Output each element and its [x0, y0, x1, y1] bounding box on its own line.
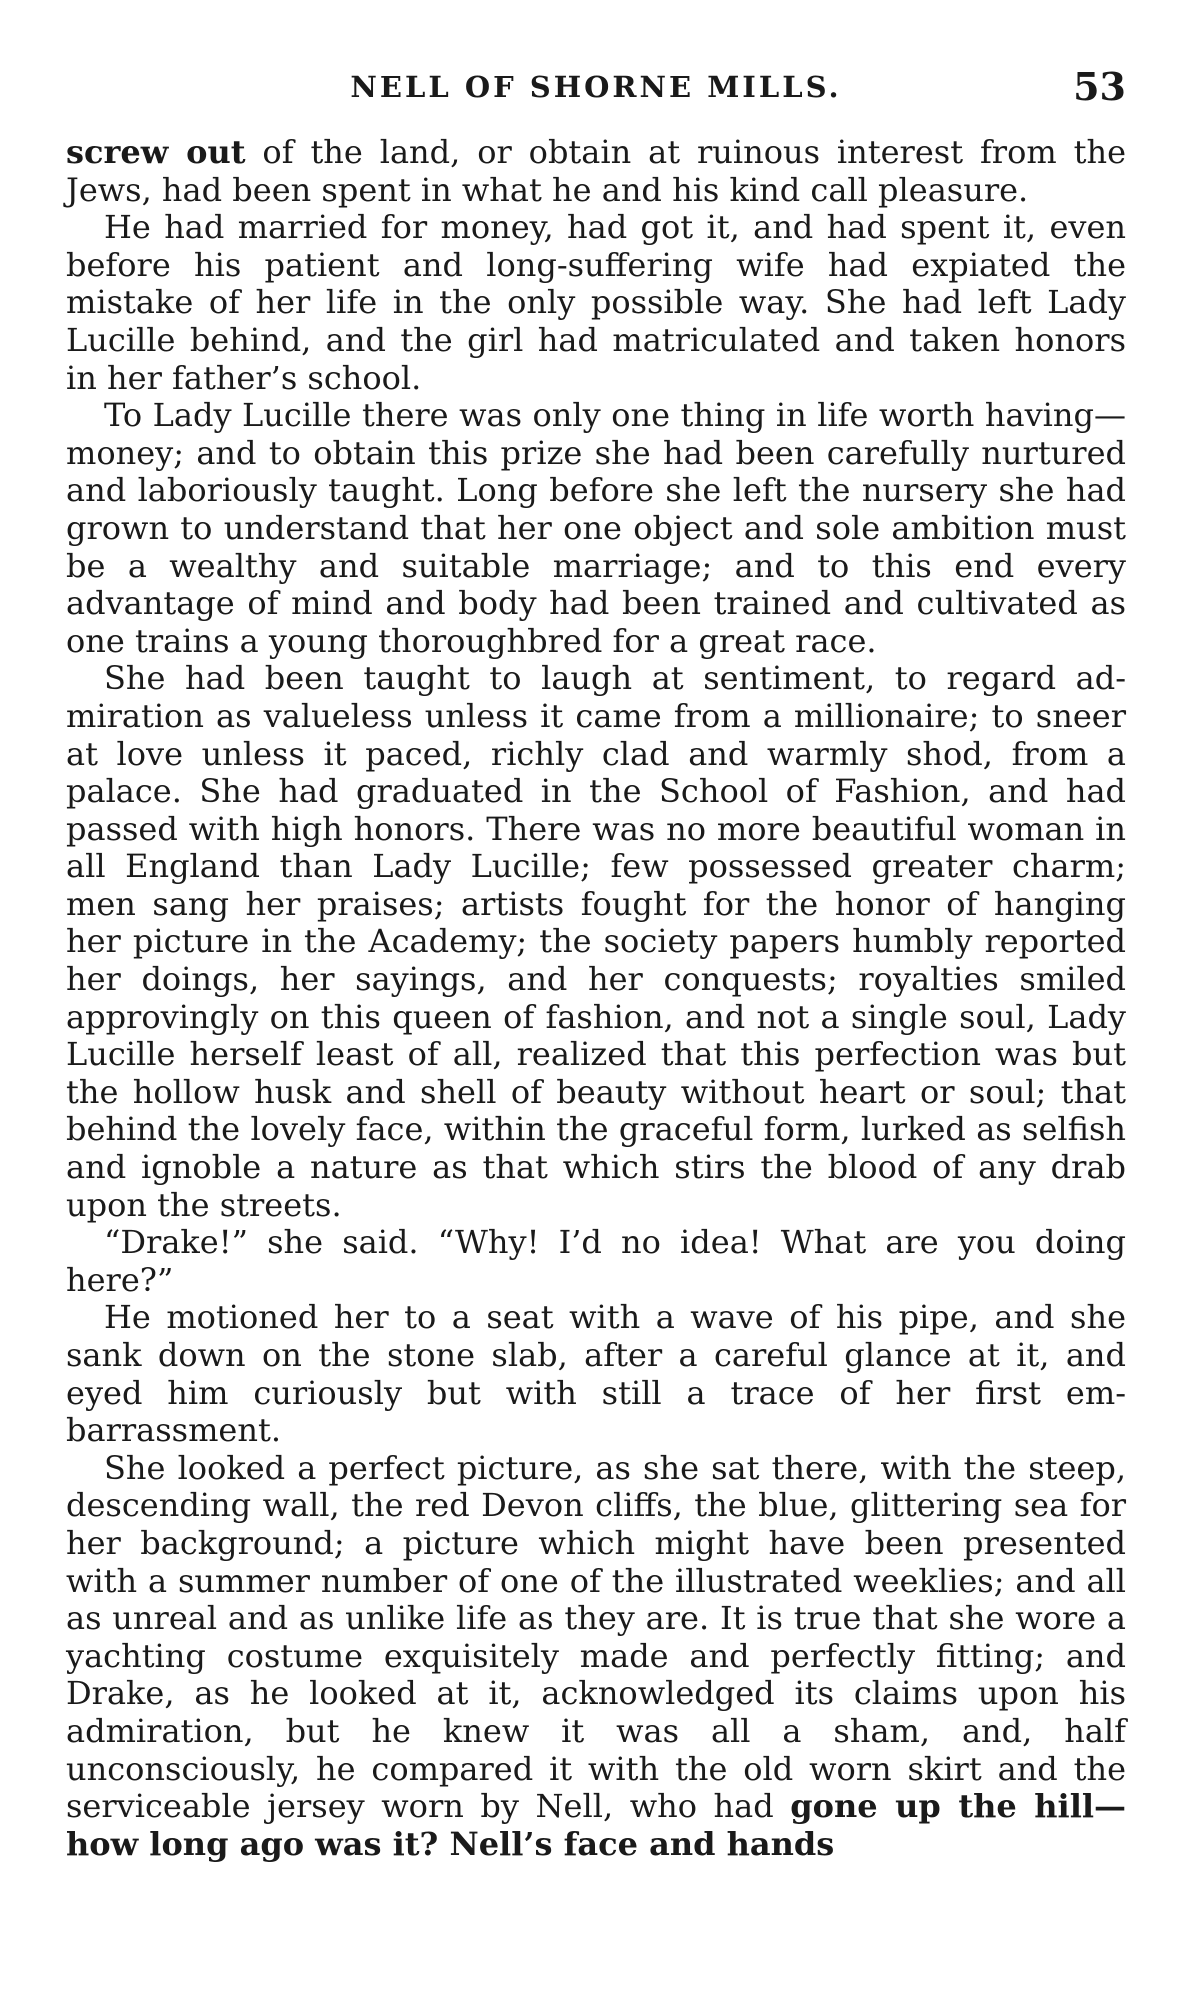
paragraph-7-text: She looked a perfect picture, as she sat there, with the steep, descending wall, the red Devon cliffs, the blue, glittering sea for her background; a picture which might have been presented with a summer number of one of the illustrated weeklies; and all as unreal and as unlike life as they are. It is true that she wore a yachting costume exquisitely made and perfectly fitting; and Drake, as he looked at it, acknowledged its claims upon his admiration, but he knew it was all a sham, and, half unconsciously, he compared it with the old worn skirt and the serviceable jersey worn by Nell, who had	[66, 1448, 1126, 1826]
paragraph-6: He motioned her to a seat with a wave of his pipe, and she sank down on the stone slab, after a careful glance at it, and eyed him curiously but with still a trace of her first embarrassment.	[66, 1298, 1126, 1450]
body-text	[66, 134, 1126, 1863]
paragraph-1	[66, 134, 1126, 209]
paragraph-4: She had been taught to laugh at sentiment, to regard admiration as valueless unless it came from a millionaire; to sneer at love unless it paced, richly clad and warmly shod, from a palace. She had graduated in the School of Fashion, and had passed with high honors. There was no more beautiful woman in all England than Lady Lucille; few possessed greater charm; men sang her praises; artists fought for the honor of hanging her picture in the Academy; the society papers humbly reported her doings, her sayings, and her conquests; royalties smiled approvingly on this queen of fashion, and not a single soul, Lady Lucille herself least of all, realized that this perfection was but the hollow husk and shell of beauty without heart or soul; that behind the lovely face, within the graceful form, lurked as selfish and ignoble a nature as that which stirs the blood of any drab upon the streets.	[66, 659, 1126, 1224]
closing-bold-text: gone up the hill—how long ago was it? Nell’s face and hands	[66, 1787, 1127, 1863]
paragraph-5: “Drake!” she said. “Why! I’d no idea! What are you doing here?”	[66, 1223, 1126, 1299]
page-header	[66, 64, 1126, 114]
paragraph-7	[66, 1450, 1126, 1864]
page-number: 53	[1073, 64, 1126, 109]
paragraph-3: To Lady Lucille there was only one thing in life worth having—money; and to obtain this prize she had been carefully nurtured and laboriously taught. Long before she left the nursery she had grown to understand that her one object and sole ambition must be a wealthy and suitable marriage; and to this end every advantage of mind and body had been trained and cultivated as one trains a young thoroughbred for a great race.	[66, 396, 1126, 660]
paragraph-2: He had married for money, had got it, and had spent it, even before his patient and long-suffering wife had expiated the mistake of her life in the only possible way. She had left Lady Lucille behind, and the girl had matriculated and taken honors in her father’s school.	[66, 208, 1126, 397]
paragraph-1-text: of the land, or obtain at ruinous interest from the Jews, had been spent in what he and his kind call pleasure.	[66, 133, 1127, 209]
running-head: NELL OF SHORNE MILLS.	[350, 70, 842, 104]
paragraph-1-lead: screw out	[66, 133, 246, 171]
